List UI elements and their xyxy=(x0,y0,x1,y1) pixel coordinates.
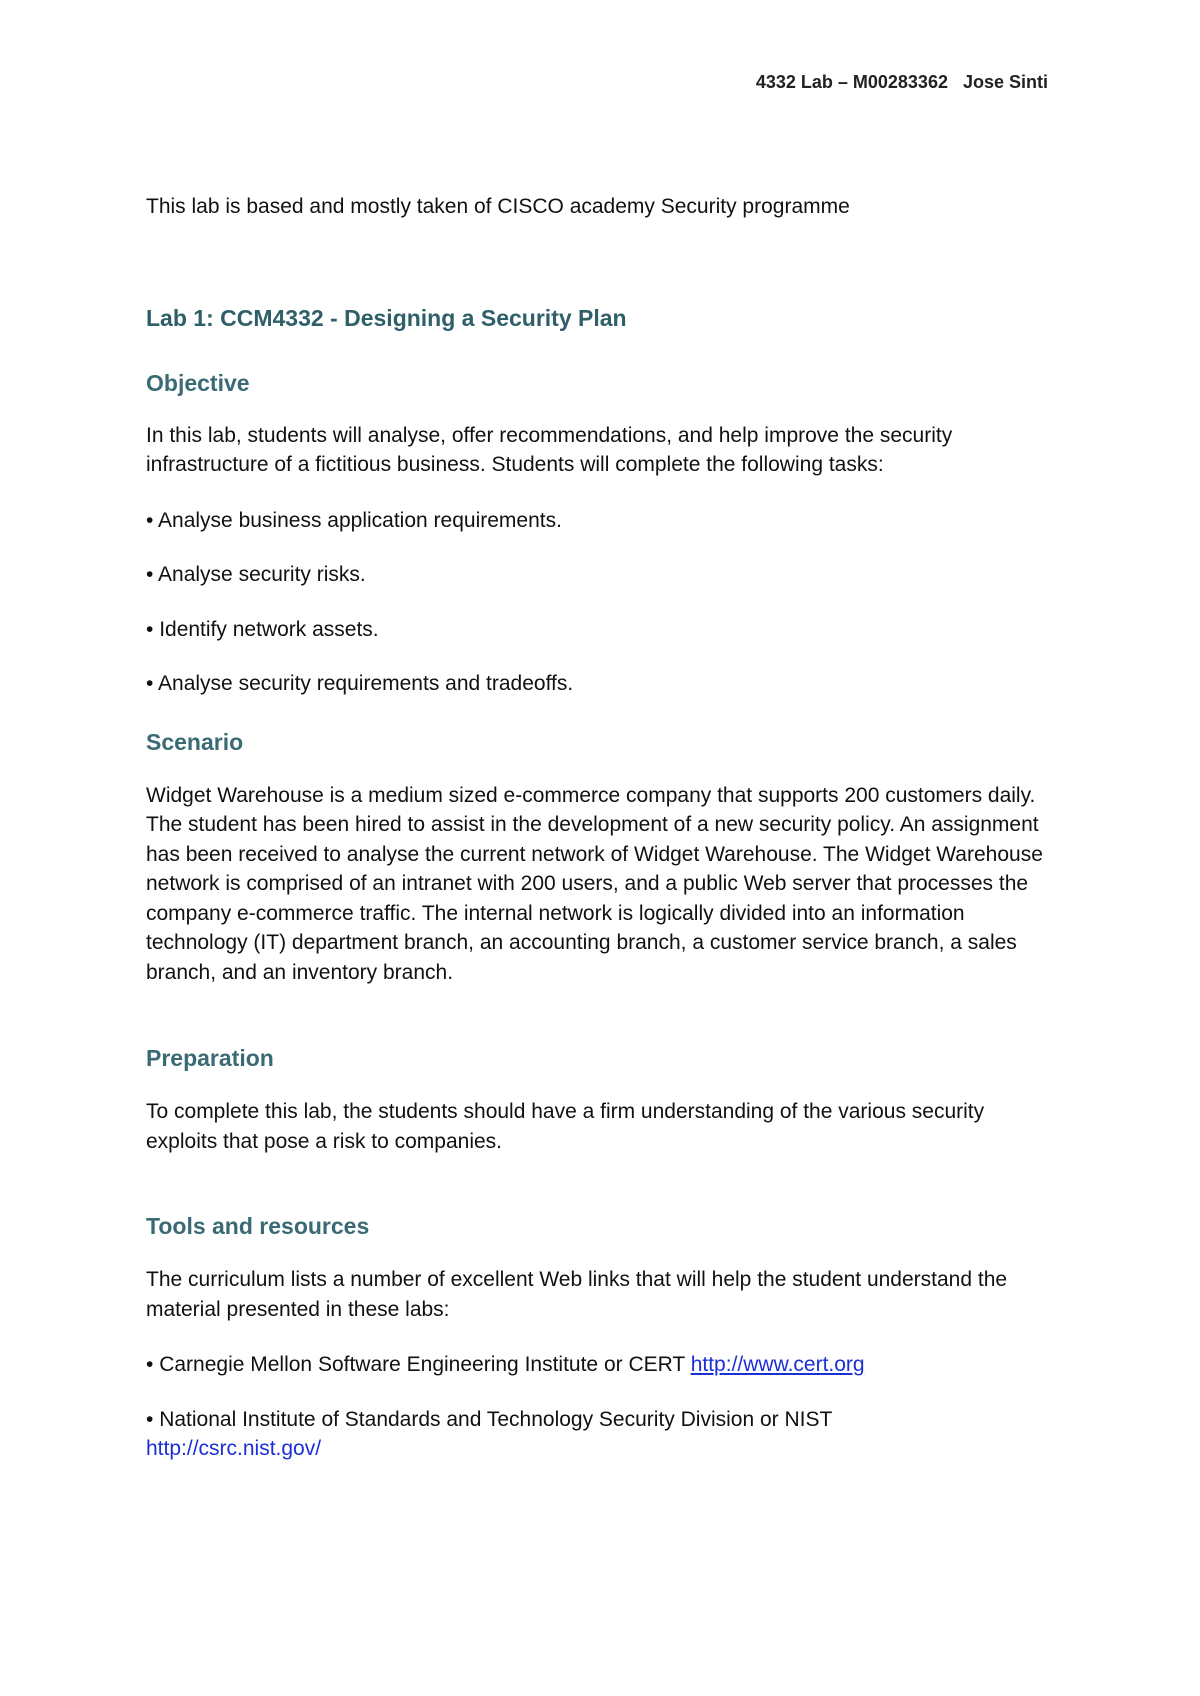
document-body xyxy=(146,192,1046,1464)
task-item: • Identify network assets. xyxy=(146,615,1046,645)
tools-text: The curriculum lists a number of excellent Web links that will help the student understand the material presented in these labs: xyxy=(146,1268,1008,1321)
task-item: • Analyse security requirements and tradeoffs. xyxy=(146,669,1046,699)
tools-heading: Tools and resources xyxy=(146,1213,370,1239)
nist-link[interactable]: http://csrc.nist.gov/ xyxy=(146,1437,322,1460)
scenario-text: Widget Warehouse is a medium sized e-commerce company that supports 200 customers daily. The student has been hired to assist in the development of a new security policy. An assignment has been received to analyse the current network of Widget Warehouse. The Widget Warehouse network is comprised of an intranet with 200 users, and a public Web server that processes the company e-commerce traffic. The internal network is logically divided into an information technology (IT) department branch, an accounting branch, a customer service branch, a sales branch, and an inventory branch. xyxy=(146,783,1043,984)
resource-label: National Institute of Standards and Technology Security Division or NIST xyxy=(159,1407,833,1431)
cert-link[interactable]: http://www.cert.org xyxy=(690,1353,865,1376)
objective-text: In this lab, students will analyse, offer recommendations, and help improve the security infrastructure of a fictitious business. Students will complete the following tasks: xyxy=(146,423,953,476)
preparation-heading: Preparation xyxy=(146,1045,274,1071)
resource-label: Carnegie Mellon Software Engineering Institute or CERT xyxy=(159,1353,685,1376)
preparation-text: To complete this lab, the students should have a firm understanding of the various security exploits that pose a risk to companies. xyxy=(146,1100,985,1153)
resource-item-cert xyxy=(146,1350,1046,1380)
task-item: • Analyse business application requirements. xyxy=(146,506,1046,536)
scenario-heading: Scenario xyxy=(146,728,244,755)
intro-text: This lab is based and mostly taken of CISCO academy Security programme xyxy=(146,195,850,218)
lab-title: Lab 1: CCM4332 - Designing a Security Plan xyxy=(146,304,627,331)
resource-item-nist xyxy=(146,1405,1046,1464)
page-header: 4332 Lab – M00283362 Jose Sinti xyxy=(755,72,1048,92)
task-item: • Analyse security risks. xyxy=(146,560,1046,590)
objective-heading: Objective xyxy=(146,369,250,396)
